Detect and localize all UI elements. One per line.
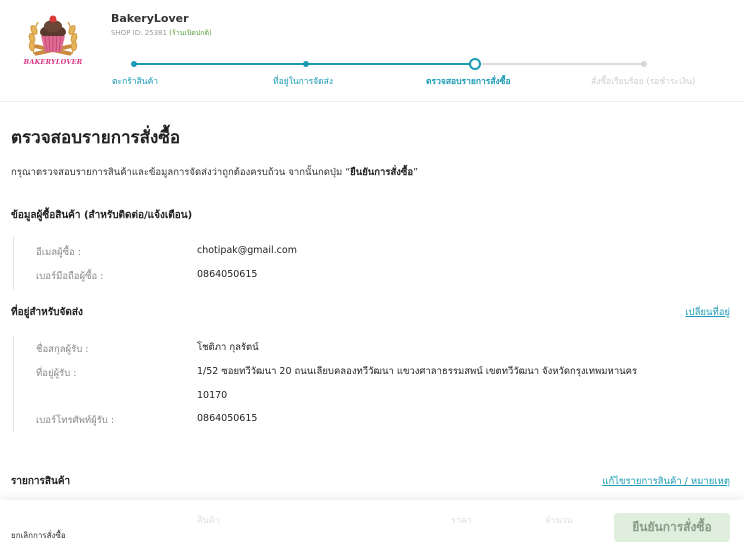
- header-divider: [0, 101, 744, 102]
- products-col-qty: จำนวน: [545, 516, 573, 526]
- instruction-bold: ยืนยันการสั่งซื้อ: [350, 167, 414, 178]
- products-col-price: ราคา: [451, 516, 472, 526]
- instruction-suffix: ”: [413, 167, 418, 178]
- step-complete: สั่งซื้อเรียบร้อย (รอชำระเงิน): [591, 77, 696, 87]
- recipient-name-label: ชื่อสกุลผู้รับ :: [36, 344, 89, 355]
- buyer-phone-label: เบอร์มือถือผู้ซื้อ :: [36, 271, 104, 282]
- step-dot-cart: [131, 61, 137, 67]
- step-dot-address: [303, 61, 309, 67]
- shipping-info-block: [13, 335, 14, 433]
- instruction-prefix: กรุณาตรวจสอบรายการสินค้าและข้อมูลการจัดส่งว่าถูกต้องครบถ้วน จากนั้นกดปุ่ม “: [11, 167, 351, 178]
- products-section-title: รายการสินค้า: [11, 476, 71, 487]
- instruction-text: [11, 165, 418, 180]
- recipient-phone-label: เบอร์โทรศัพท์ผู้รับ :: [36, 415, 115, 426]
- step-dot-complete: [641, 61, 647, 67]
- cancel-order-link[interactable]: ยกเลิกการสั่งซื้อ: [11, 531, 66, 540]
- recipient-address-line2: 10170: [197, 390, 228, 401]
- edit-products-link[interactable]: แก้ไขรายการสินค้า / หมายเหตุ: [602, 476, 730, 487]
- step-dot-review: [469, 58, 481, 70]
- shop-name: BakeryLover: [111, 12, 189, 25]
- products-col-product: สินค้า: [197, 516, 220, 526]
- confirm-order-button[interactable]: ยืนยันการสั่งซื้อ: [614, 513, 730, 542]
- shop-status: (ร้านเปิดปกติ): [169, 29, 212, 37]
- shop-id: [111, 28, 212, 39]
- shop-logo: [20, 10, 86, 76]
- buyer-email-label: อีเมลผู้ซื้อ :: [36, 247, 81, 258]
- step-cart[interactable]: ตะกร้าสินค้า: [112, 77, 159, 87]
- buyer-info-block: [13, 237, 14, 290]
- buyer-section-title: ข้อมูลผู้ซื้อสินค้า (สำหรับติดต่อ/แจ้งเตือน): [11, 210, 193, 221]
- buyer-phone: 0864050615: [197, 269, 258, 280]
- recipient-name: โชติภา กุลรัตน์: [197, 342, 259, 353]
- shipping-section-title: ที่อยู่สำหรับจัดส่ง: [11, 307, 83, 318]
- stepper-pending-line: [475, 63, 645, 65]
- recipient-address-line1: 1/52 ซอยทวีวัฒนา 20 ถนนเลียบคลองทวีวัฒนา แขวงศาลาธรรมสพน์ เขตทวีวัฒนา จังหวัดกรุงเทพมหานคร: [197, 366, 638, 377]
- shop-id-label: SHOP ID: 25381: [111, 29, 167, 37]
- logo-text: BAKERYLOVER: [23, 58, 83, 66]
- buyer-email: chotipak@gmail.com: [197, 245, 297, 256]
- page-title: ตรวจสอบรายการสั่งซื้อ: [11, 128, 181, 148]
- step-address[interactable]: ที่อยู่ในการจัดส่ง: [273, 77, 333, 87]
- step-review: ตรวจสอบรายการสั่งซื้อ: [426, 77, 511, 87]
- change-address-link[interactable]: เปลี่ยนที่อยู่: [685, 307, 730, 318]
- recipient-address-label: ที่อยู่ผู้รับ :: [36, 368, 77, 379]
- recipient-phone: 0864050615: [197, 413, 258, 424]
